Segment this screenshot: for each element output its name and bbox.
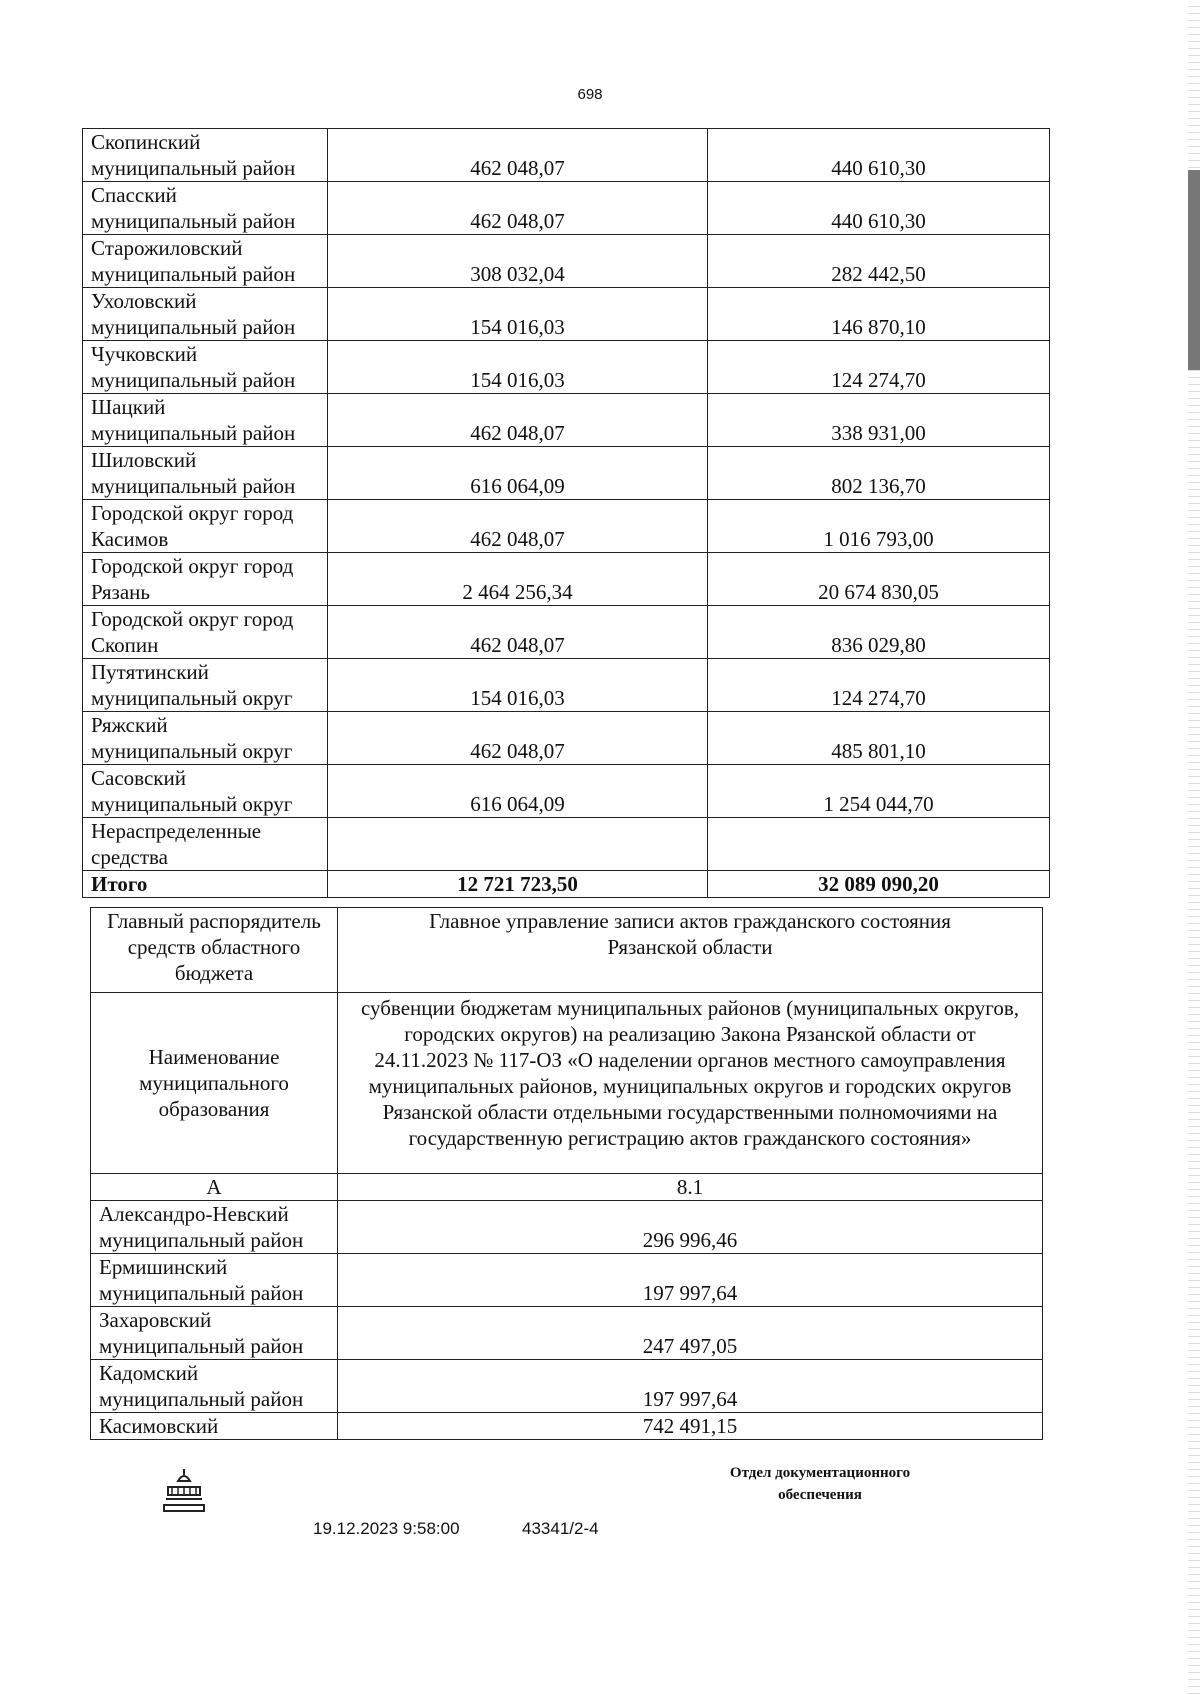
table-row xyxy=(83,394,1050,447)
municipality-name xyxy=(83,341,328,394)
name-line-2: муниципальный район xyxy=(91,474,296,498)
table-row xyxy=(83,500,1050,553)
name-line-1: Захаровский xyxy=(99,1308,212,1332)
name-line-2: муниципальный район xyxy=(99,1228,304,1252)
name-line-1: Старожиловский xyxy=(91,236,243,260)
name-line-2: муниципальный район xyxy=(99,1281,304,1305)
name-line-2: муниципальный округ xyxy=(91,792,293,816)
name-line-1: Городской округ город xyxy=(91,554,294,578)
header-row-distributor xyxy=(91,908,1043,993)
amount-1: 462 048,07 xyxy=(328,129,708,182)
amount: 247 497,05 xyxy=(338,1307,1043,1360)
municipality-name xyxy=(91,1360,338,1413)
total-row xyxy=(83,871,1050,898)
amount-2: 802 136,70 xyxy=(708,447,1050,500)
table-row xyxy=(83,765,1050,818)
amount-1: 462 048,07 xyxy=(328,500,708,553)
stamp-datetime: 19.12.2023 9:58:00 xyxy=(313,1519,460,1538)
municipality-name xyxy=(83,235,328,288)
municipality-name xyxy=(91,1307,338,1360)
name-line-1: Шацкий xyxy=(91,395,166,419)
zags-subvention-table xyxy=(90,907,1043,1440)
amount-2: 1 254 044,70 xyxy=(708,765,1050,818)
name-line-1: Городской округ город xyxy=(91,501,294,525)
amount-2: 338 931,00 xyxy=(708,394,1050,447)
amount-2: 485 801,10 xyxy=(708,712,1050,765)
amount: 296 996,46 xyxy=(338,1201,1043,1254)
name-line-2: муниципальный район xyxy=(99,1334,304,1358)
name-line-2: средства xyxy=(91,845,169,869)
name-line-2: муниципальный район xyxy=(91,421,296,445)
column-code-b: 8.1 xyxy=(338,1174,1043,1201)
municipality-name xyxy=(83,659,328,712)
name-line-2: муниципальный округ xyxy=(91,739,293,763)
amount-1: 462 048,07 xyxy=(328,394,708,447)
amount-2: 282 442,50 xyxy=(708,235,1050,288)
amount-2: 146 870,10 xyxy=(708,288,1050,341)
amount-1: 616 064,09 xyxy=(328,447,708,500)
amount-2: 20 674 830,05 xyxy=(708,553,1050,606)
stamp-doc-number: 43341/2-4 xyxy=(522,1519,599,1538)
amount-1: 462 048,07 xyxy=(328,606,708,659)
municipality-name xyxy=(83,553,328,606)
name-line-1: Александро-Невский xyxy=(99,1202,289,1226)
amount-1 xyxy=(328,818,708,871)
municipality-name xyxy=(91,1201,338,1254)
amount-1: 154 016,03 xyxy=(328,288,708,341)
municipality-label: Наименование муниципального образования xyxy=(91,993,338,1174)
name-line-1: Спасский xyxy=(91,183,177,207)
total-label: Итого xyxy=(83,871,328,898)
table-row xyxy=(83,712,1050,765)
amount-2: 836 029,80 xyxy=(708,606,1050,659)
page-number: 698 xyxy=(577,86,603,103)
header-row-name xyxy=(91,993,1043,1174)
name-line-1: Ряжский xyxy=(91,713,168,737)
municipality-name xyxy=(83,182,328,235)
municipality-name xyxy=(83,712,328,765)
name-line-1: Путятинский xyxy=(91,660,209,684)
name-line-2: Касимов xyxy=(91,527,169,551)
municipality-name xyxy=(83,447,328,500)
table-row xyxy=(83,659,1050,712)
name-line-2: муниципальный район xyxy=(91,368,296,392)
name-line-1: Скопинский xyxy=(91,130,201,154)
subvention-description: субвенции бюджетам муниципальных районов (муниципальных округов, городских округов) на реализацию Закона Рязанской области от 24.11.2023 № 117-ОЗ «О наделении органов местного самоуправления муниципальных районов, муниципальных округов и городских округов Рязанской области отдельными государственными полномочиями на государственную регистрацию актов гражданского состояния» xyxy=(338,993,1043,1174)
name-line-1: Городской округ город xyxy=(91,607,294,631)
amount-2: 1 016 793,00 xyxy=(708,500,1050,553)
name-line-2: муниципальный округ xyxy=(91,686,293,710)
amount: 197 997,64 xyxy=(338,1360,1043,1413)
name-line-1: Кадомский xyxy=(99,1361,199,1385)
municipality-name xyxy=(83,394,328,447)
table-row xyxy=(91,1307,1043,1360)
name-line-2: Скопин xyxy=(91,633,159,657)
municipality-name xyxy=(83,129,328,182)
scan-edge-mark xyxy=(1188,170,1200,370)
amount-1: 462 048,07 xyxy=(328,182,708,235)
table-row xyxy=(83,341,1050,394)
name-line-2: Рязань xyxy=(91,580,150,604)
amount: 742 491,15 xyxy=(338,1413,1043,1440)
name-line-2: муниципальный район xyxy=(91,209,296,233)
name-line-1: Шиловский xyxy=(91,448,197,472)
amount-1: 616 064,09 xyxy=(328,765,708,818)
department-line-1: Отдел документационного xyxy=(729,1465,911,1481)
amount-2: 124 274,70 xyxy=(708,341,1050,394)
table-row xyxy=(83,553,1050,606)
column-code-a: А xyxy=(91,1174,338,1201)
total-value-1: 12 721 723,50 xyxy=(328,871,708,898)
amount-2 xyxy=(708,818,1050,871)
name-line-1: Нераспределенные xyxy=(91,819,262,843)
municipality-name xyxy=(83,288,328,341)
municipality-name xyxy=(91,1254,338,1307)
name-line-1: Ермишинский xyxy=(99,1255,228,1279)
table-row xyxy=(83,606,1050,659)
name-line-1: Чучковский xyxy=(91,342,198,366)
amount-2: 440 610,30 xyxy=(708,129,1050,182)
name-line-2: муниципальный район xyxy=(91,262,296,286)
distributor-value: Главное управление записи актов гражданского состояния Рязанской области xyxy=(338,908,1043,993)
table-row xyxy=(83,288,1050,341)
table-row xyxy=(91,1413,1043,1440)
name-line-2: муниципальный район xyxy=(99,1387,304,1411)
table-row xyxy=(91,1201,1043,1254)
table-row xyxy=(83,447,1050,500)
amount-1: 154 016,03 xyxy=(328,659,708,712)
amount: 197 997,64 xyxy=(338,1254,1043,1307)
table-row xyxy=(83,818,1050,871)
amount-1: 462 048,07 xyxy=(328,712,708,765)
name-line-2: муниципальный район xyxy=(91,156,296,180)
municipality-name xyxy=(83,606,328,659)
municipality-name xyxy=(83,818,328,871)
table-row xyxy=(91,1360,1043,1413)
distributor-label: Главный распорядитель средств областного бюджета xyxy=(91,908,338,993)
duma-logo xyxy=(160,1465,208,1517)
amount-1: 308 032,04 xyxy=(328,235,708,288)
amount-1: 154 016,03 xyxy=(328,341,708,394)
amount-1: 2 464 256,34 xyxy=(328,553,708,606)
allocation-table-continued xyxy=(82,128,1050,898)
municipality-name xyxy=(83,765,328,818)
department-stamp xyxy=(690,1462,950,1506)
municipality-name: Касимовский xyxy=(91,1413,338,1440)
name-line-1: Ухоловский xyxy=(91,289,197,313)
municipality-name xyxy=(83,500,328,553)
amount-2: 124 274,70 xyxy=(708,659,1050,712)
department-line-2: обеспечения xyxy=(778,1487,862,1503)
amount-2: 440 610,30 xyxy=(708,182,1050,235)
name-line-1: Сасовский xyxy=(91,766,186,790)
table-row xyxy=(83,182,1050,235)
column-code-row xyxy=(91,1174,1043,1201)
table-row xyxy=(91,1254,1043,1307)
table-row xyxy=(83,235,1050,288)
table-row xyxy=(83,129,1050,182)
total-value-2: 32 089 090,20 xyxy=(708,871,1050,898)
name-line-2: муниципальный район xyxy=(91,315,296,339)
